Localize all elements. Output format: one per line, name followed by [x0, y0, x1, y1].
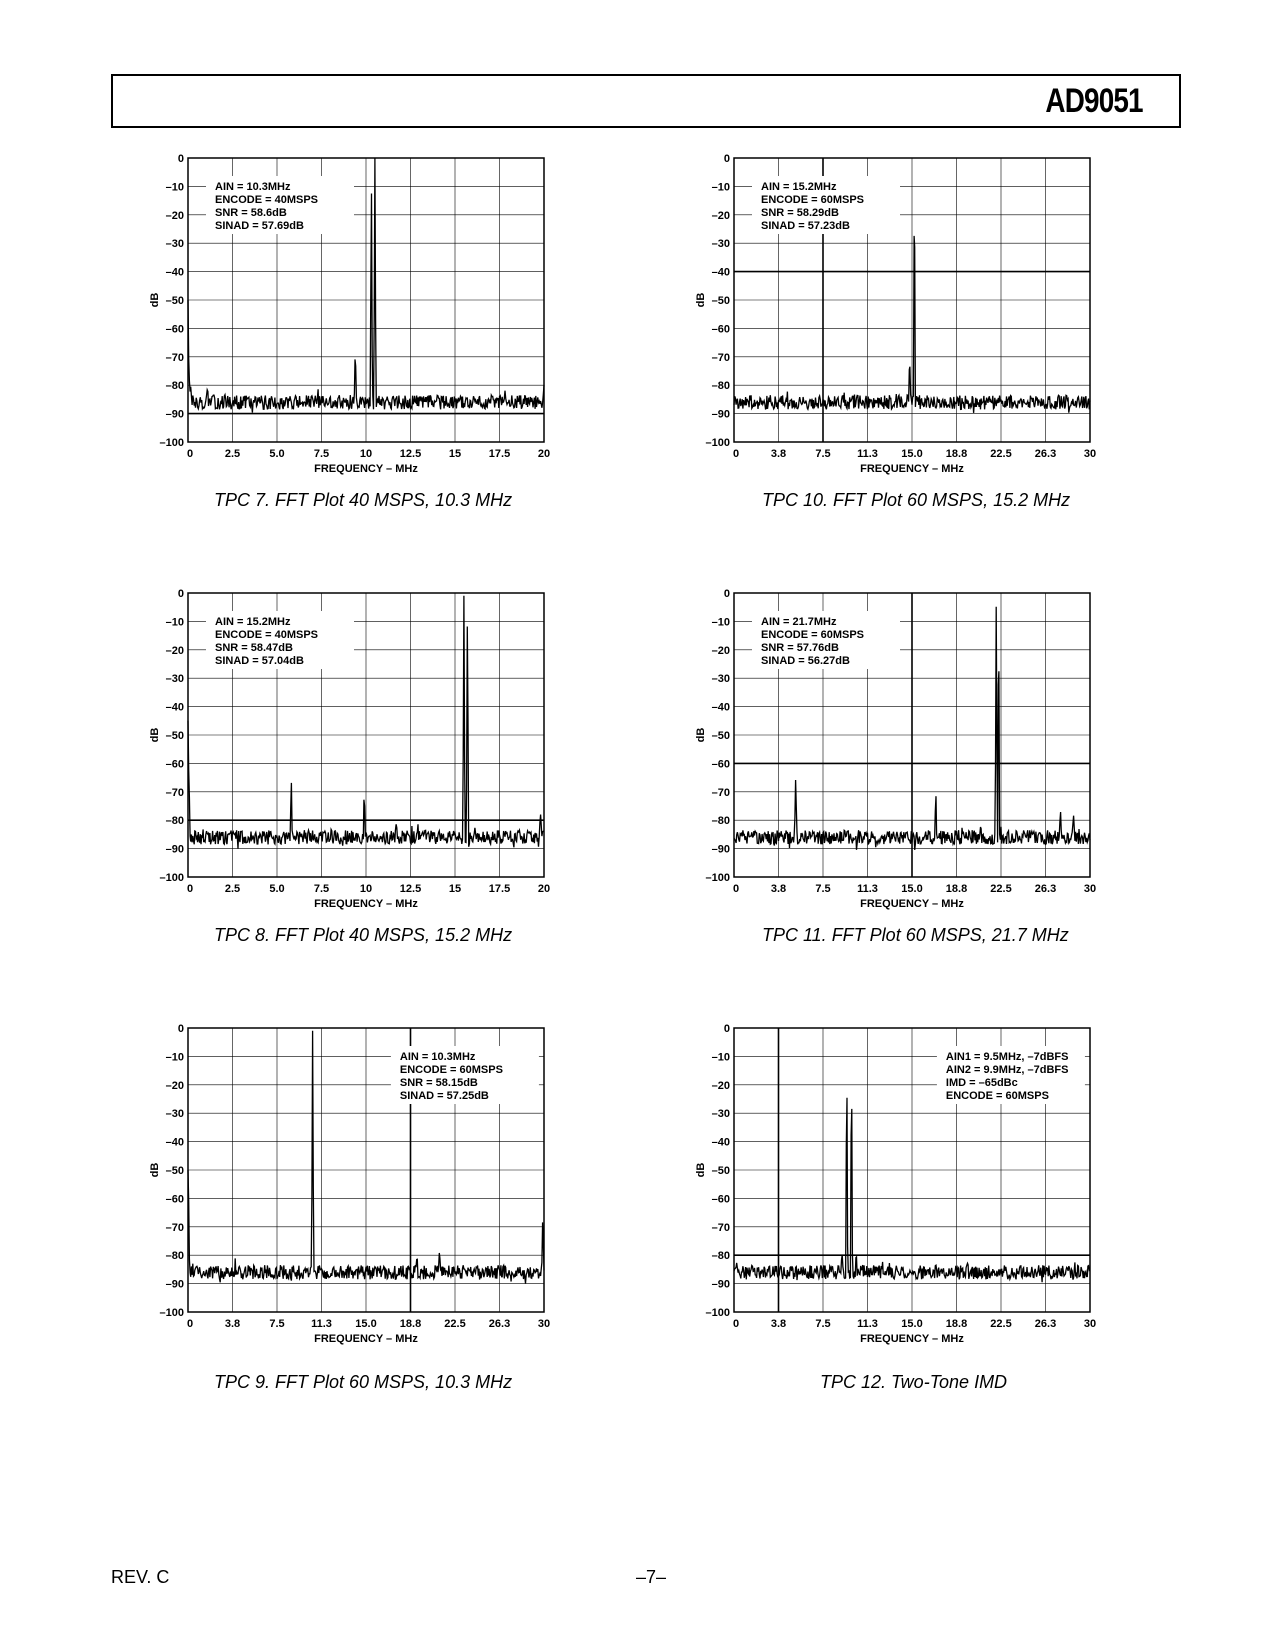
x-tick-label: 26.3 — [488, 1318, 511, 1330]
chart-panel-tpc10 — [676, 150, 1275, 550]
x-tick-label: 0 — [186, 448, 194, 460]
y-tick-label: 0 — [723, 588, 730, 600]
x-tick-label: 0 — [186, 883, 194, 895]
x-tick-label: 3.8 — [770, 883, 787, 895]
y-tick-label: –10 — [711, 1051, 730, 1064]
y-tick-label: –100 — [705, 872, 730, 884]
y-tick-label: –40 — [165, 701, 184, 714]
y-tick-label: –20 — [165, 1079, 184, 1092]
annotation-line: SINAD = 57.23dB — [761, 220, 850, 232]
chart-svg-tpc9 — [130, 1020, 730, 1370]
footer-revision: REV. C — [111, 1567, 170, 1587]
y-tick-label: –70 — [711, 351, 730, 364]
y-tick-label: –80 — [711, 380, 730, 393]
chart-svg-tpc10 — [676, 150, 1275, 500]
x-tick-label: 7.5 — [815, 1318, 831, 1330]
chart-caption: TPC 8. FFT Plot 40 MSPS, 15.2 MHz — [214, 925, 513, 945]
x-tick-label: 0 — [732, 883, 740, 895]
x-axis-label: FREQUENCY – MHz — [314, 1333, 418, 1345]
chart-panel-tpc9 — [130, 1020, 730, 1420]
x-tick-label: 30 — [1083, 448, 1097, 460]
annotation-line: SINAD = 57.69dB — [215, 220, 304, 232]
y-tick-label: 0 — [177, 1023, 184, 1035]
x-tick-label: 30 — [1083, 883, 1097, 895]
y-tick-label: –10 — [165, 1051, 184, 1064]
annotation-line: AIN = 21.7MHz — [761, 616, 837, 628]
x-tick-label: 15.0 — [901, 1318, 923, 1330]
chart-panel-tpc8 — [130, 585, 730, 985]
y-tick-label: –20 — [711, 1079, 730, 1092]
y-tick-label: –40 — [711, 1136, 730, 1149]
y-tick-label: –70 — [711, 1221, 730, 1234]
chart-svg-tpc12 — [676, 1020, 1275, 1370]
y-tick-label: –20 — [711, 209, 730, 222]
y-tick-label: –30 — [165, 673, 184, 686]
y-tick-label: –50 — [165, 730, 184, 742]
x-tick-label: 15 — [448, 883, 462, 895]
y-tick-label: 0 — [177, 588, 184, 600]
x-axis-label: FREQUENCY – MHz — [314, 898, 418, 910]
y-tick-label: –100 — [705, 1307, 730, 1319]
x-tick-label: 15.0 — [355, 1318, 377, 1330]
x-tick-label: 12.5 — [399, 448, 422, 460]
x-tick-label: 0 — [186, 1318, 194, 1330]
x-tick-label: 7.5 — [313, 448, 330, 460]
x-tick-label: 10 — [359, 883, 373, 895]
chart-svg-tpc11 — [676, 585, 1275, 935]
y-tick-label: –90 — [711, 408, 730, 421]
x-tick-label: 5.0 — [269, 448, 285, 460]
y-axis-label: dB — [695, 1162, 707, 1178]
x-tick-label: 22.5 — [990, 448, 1012, 460]
x-tick-label: 18.8 — [399, 1318, 422, 1330]
annotation-line: IMD = –65dBc — [945, 1077, 1018, 1089]
chart-panel-tpc12 — [676, 1020, 1275, 1420]
x-tick-label: 3.8 — [224, 1318, 241, 1330]
x-tick-label: 7.5 — [313, 883, 330, 895]
annotation-line: AIN2 = 9.9MHz, –7dBFS — [945, 1064, 1069, 1076]
chart-svg-tpc7 — [130, 150, 730, 500]
y-tick-label: –100 — [159, 1307, 184, 1319]
y-tick-label: –50 — [711, 730, 730, 742]
x-tick-label: 26.3 — [1034, 448, 1057, 460]
annotation-line: AIN = 10.3MHz — [399, 1051, 476, 1063]
x-tick-label: 12.5 — [399, 883, 422, 895]
y-tick-label: 0 — [177, 153, 184, 165]
x-axis-label: FREQUENCY – MHz — [860, 463, 964, 475]
annotation-line: SNR = 57.76dB — [761, 642, 839, 654]
y-tick-label: –70 — [165, 1221, 184, 1234]
y-tick-label: –40 — [711, 701, 730, 714]
x-tick-label: 22.5 — [990, 883, 1012, 895]
annotation-line: AIN = 15.2MHz — [215, 616, 291, 628]
annotation-line: ENCODE = 40MSPS — [215, 629, 319, 641]
annotation-line: SNR = 58.6dB — [215, 207, 287, 219]
x-tick-label: 11.3 — [857, 1318, 878, 1330]
y-tick-label: –30 — [165, 238, 184, 251]
x-tick-label: 30 — [1083, 1318, 1097, 1330]
y-tick-label: 0 — [723, 1023, 730, 1035]
y-axis-label: dB — [695, 292, 707, 308]
y-tick-label: –20 — [711, 644, 730, 657]
y-tick-label: –10 — [711, 181, 730, 194]
y-axis-label: dB — [149, 292, 161, 308]
x-tick-label: 11.3 — [311, 1318, 332, 1330]
y-tick-label: –90 — [165, 408, 184, 421]
x-tick-label: 2.5 — [224, 883, 241, 895]
chart-caption: TPC 9. FFT Plot 60 MSPS, 10.3 MHz — [214, 1372, 513, 1392]
chart-svg-tpc8 — [130, 585, 730, 935]
y-tick-label: –60 — [711, 323, 730, 336]
y-tick-label: –90 — [165, 1278, 184, 1291]
x-tick-label: 26.3 — [1034, 1318, 1057, 1330]
y-tick-label: –90 — [711, 843, 730, 856]
annotation-line: ENCODE = 60MSPS — [761, 194, 865, 206]
y-tick-label: 0 — [723, 153, 730, 165]
x-axis-label: FREQUENCY – MHz — [860, 898, 964, 910]
y-tick-label: –100 — [705, 437, 730, 449]
x-tick-label: 15.0 — [901, 448, 923, 460]
chart-caption: TPC 10. FFT Plot 60 MSPS, 15.2 MHz — [762, 490, 1071, 510]
y-tick-label: –100 — [159, 437, 184, 449]
x-tick-label: 20 — [537, 883, 551, 895]
x-tick-label: 11.3 — [857, 448, 878, 460]
x-axis-label: FREQUENCY – MHz — [860, 1333, 964, 1345]
x-tick-label: 15.0 — [901, 883, 923, 895]
y-tick-label: –20 — [165, 209, 184, 222]
y-axis-label: dB — [149, 1162, 161, 1178]
y-tick-label: –30 — [711, 1108, 730, 1121]
x-tick-label: 15 — [448, 448, 462, 460]
y-tick-label: –70 — [165, 351, 184, 364]
y-tick-label: –30 — [711, 673, 730, 686]
y-tick-label: –40 — [165, 266, 184, 279]
chart-caption: TPC 11. FFT Plot 60 MSPS, 21.7 MHz — [762, 925, 1069, 945]
y-tick-label: –60 — [165, 323, 184, 336]
y-axis-label: dB — [695, 727, 707, 743]
x-tick-label: 7.5 — [269, 1318, 285, 1330]
x-tick-label: 30 — [537, 1318, 551, 1330]
x-tick-label: 0 — [732, 448, 740, 460]
y-tick-label: –50 — [711, 295, 730, 307]
y-tick-label: –80 — [165, 815, 184, 828]
part-number: AD9051 — [1045, 82, 1143, 120]
y-tick-label: –30 — [711, 238, 730, 251]
annotation-line: SNR = 58.29dB — [761, 207, 839, 219]
y-tick-label: –80 — [711, 1250, 730, 1263]
y-tick-label: –50 — [165, 295, 184, 307]
annotation-line: ENCODE = 60MSPS — [945, 1090, 1049, 1102]
x-tick-label: 26.3 — [1034, 883, 1057, 895]
y-tick-label: –30 — [165, 1108, 184, 1121]
y-tick-label: –60 — [711, 1193, 730, 1206]
y-tick-label: –40 — [165, 1136, 184, 1149]
y-tick-label: –10 — [711, 616, 730, 629]
footer-page-number: –7– — [636, 1567, 667, 1587]
annotation-line: SNR = 58.15dB — [399, 1077, 478, 1089]
x-tick-label: 7.5 — [815, 448, 831, 460]
y-tick-label: –10 — [165, 616, 184, 629]
x-tick-label: 2.5 — [224, 448, 241, 460]
x-tick-label: 5.0 — [269, 883, 285, 895]
y-tick-label: –70 — [165, 786, 184, 799]
chart-caption: TPC 7. FFT Plot 40 MSPS, 10.3 MHz — [214, 490, 513, 510]
y-tick-label: –60 — [711, 758, 730, 771]
y-tick-label: –90 — [165, 843, 184, 856]
annotation-line: SINAD = 56.27dB — [761, 655, 850, 667]
y-tick-label: –50 — [711, 1165, 730, 1177]
y-tick-label: –80 — [711, 815, 730, 828]
x-tick-label: 18.8 — [945, 1318, 968, 1330]
annotation-line: ENCODE = 60MSPS — [399, 1064, 503, 1076]
y-tick-label: –40 — [711, 266, 730, 279]
annotation-line: SNR = 58.47dB — [215, 642, 293, 654]
chart-panel-tpc7 — [130, 150, 730, 550]
annotation-line: AIN1 = 9.5MHz, –7dBFS — [945, 1051, 1069, 1063]
x-tick-label: 18.8 — [945, 883, 968, 895]
y-tick-label: –70 — [711, 786, 730, 799]
header-box — [111, 74, 1181, 128]
annotation-line: ENCODE = 60MSPS — [761, 629, 865, 641]
x-tick-label: 11.3 — [857, 883, 878, 895]
annotation-line: SINAD = 57.04dB — [215, 655, 304, 667]
y-tick-label: –20 — [165, 644, 184, 657]
annotation-line: AIN = 10.3MHz — [215, 181, 291, 193]
y-tick-label: –90 — [711, 1278, 730, 1291]
y-tick-label: –80 — [165, 380, 184, 393]
annotation-line: AIN = 15.2MHz — [761, 181, 837, 193]
chart-caption: TPC 12. Two-Tone IMD — [820, 1372, 1008, 1392]
y-tick-label: –50 — [165, 1165, 184, 1177]
annotation-line: ENCODE = 40MSPS — [215, 194, 319, 206]
x-tick-label: 7.5 — [815, 883, 831, 895]
x-tick-label: 22.5 — [444, 1318, 466, 1330]
y-axis-label: dB — [149, 727, 161, 743]
annotation-line: SINAD = 57.25dB — [399, 1090, 489, 1102]
chart-panel-tpc11 — [676, 585, 1275, 985]
x-tick-label: 3.8 — [770, 448, 787, 460]
y-tick-label: –60 — [165, 758, 184, 771]
y-tick-label: –60 — [165, 1193, 184, 1206]
x-tick-label: 3.8 — [770, 1318, 787, 1330]
y-tick-label: –80 — [165, 1250, 184, 1263]
y-tick-label: –10 — [165, 181, 184, 194]
x-tick-label: 0 — [732, 1318, 740, 1330]
x-tick-label: 10 — [359, 448, 373, 460]
x-axis-label: FREQUENCY – MHz — [314, 463, 418, 475]
x-tick-label: 18.8 — [945, 448, 968, 460]
x-tick-label: 20 — [537, 448, 551, 460]
x-tick-label: 22.5 — [990, 1318, 1012, 1330]
x-tick-label: 17.5 — [488, 448, 511, 460]
x-tick-label: 17.5 — [488, 883, 511, 895]
y-tick-label: –100 — [159, 872, 184, 884]
